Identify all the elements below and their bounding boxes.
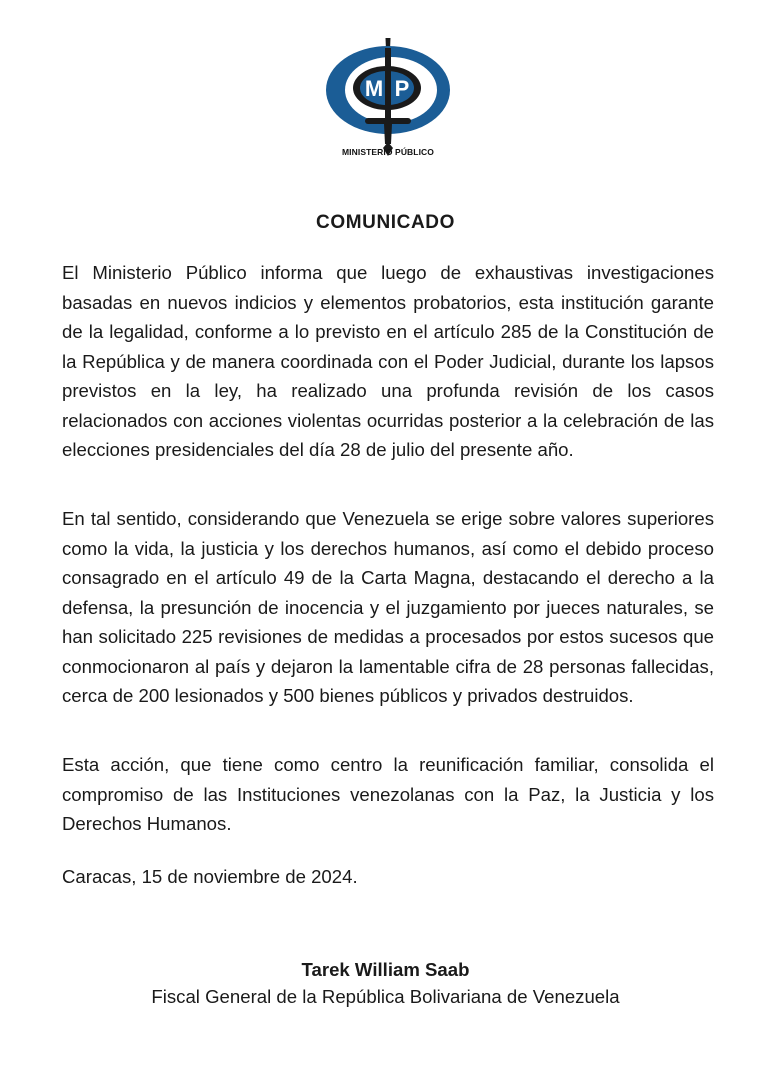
paragraph-1: El Ministerio Público informa que luego de exhaustivas investigaciones basadas en nuevos indicios y elementos probatorios, esta institución garante de la legalidad, conforme a lo previsto en el artículo 285 de la Constitución de la República y de manera coordinada con el Poder Judicial, durante los lapsos previstos en la ley, ha realizado una profunda revisión de los casos relacionados con acciones violentas ocurridas posterior a la celebración de las elecciones presidenciales del día 28 de julio del presente año. — [62, 262, 714, 460]
paragraph-3: Esta acción, que tiene como centro la reunificación familiar, consolida el compromiso de las Instituciones venezolanas con la Paz, la Justicia y los Derechos Humanos. — [62, 754, 714, 834]
dateline: Caracas, 15 de noviembre de 2024. — [62, 866, 358, 887]
logo-emblem-icon — [325, 38, 451, 162]
signer-role: Fiscal General de la República Bolivariana de Venezuela — [151, 986, 620, 1007]
logo-initial-p: P — [394, 76, 410, 101]
ministerio-publico-logo — [325, 38, 451, 162]
paragraph-2: En tal sentido, considerando que Venezuela se erige sobre valores superiores como la vida, la justicia y los derechos humanos, así como el debido proceso consagrado en el artículo 49 de la Carta Magna, destacando el derecho a la defensa, la presunción de inocencia y el juzgamiento por jueces naturales, se han solicitado 225 revisiones de medidas a procesados por estos sucesos que conmocionaron al país y dejaron la lamentable cifra de 28 personas fallecidas, cerca de 200 lesionados y 500 bienes públicos y privados destruidos. — [62, 508, 714, 706]
logo-caption: MINISTERIO PÚBLICO — [342, 147, 434, 157]
page-title: COMUNICADO — [316, 212, 455, 233]
signer-name: Tarek William Saab — [301, 959, 470, 980]
logo-initial-m: M — [364, 76, 384, 101]
